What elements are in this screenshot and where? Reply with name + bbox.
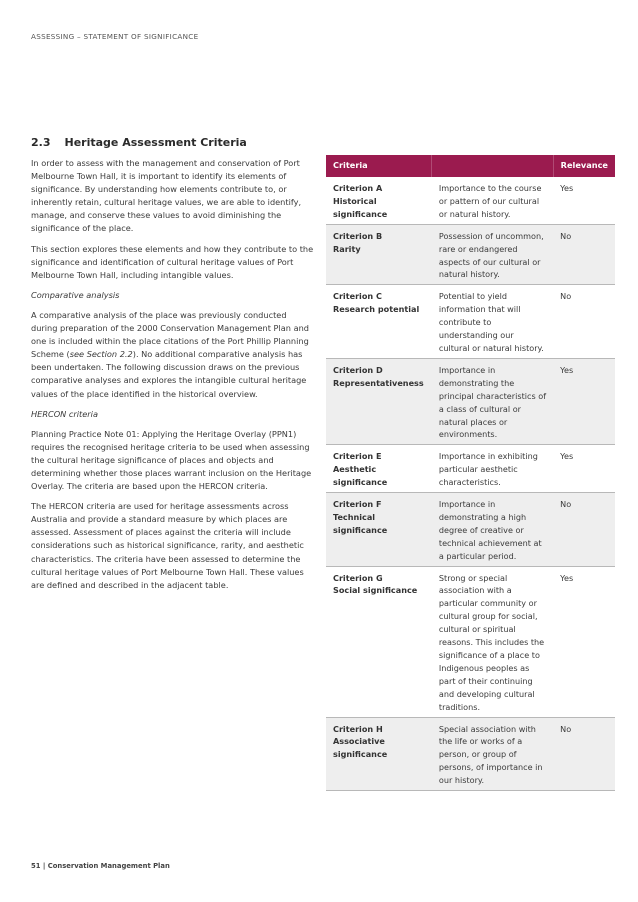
criterion-cell xyxy=(326,358,432,444)
criterion-name: Aesthetic significance xyxy=(333,464,388,488)
document-title: Conservation Management Plan xyxy=(47,862,170,870)
table-row xyxy=(326,177,615,224)
table-row xyxy=(326,566,615,717)
table-row xyxy=(326,224,615,285)
description-cell: Special association with the life or works of a person, or group of persons, of importance in our history. xyxy=(432,717,553,791)
criterion-name: Rarity xyxy=(333,243,361,254)
table-row xyxy=(326,445,615,493)
criterion-label: Criterion E xyxy=(333,451,382,462)
relevance-cell: Yes xyxy=(553,177,615,224)
relevance-cell: Yes xyxy=(553,566,615,717)
column-header-relevance: Relevance xyxy=(553,155,615,177)
criterion-cell xyxy=(326,493,432,567)
running-head: ASSESSING – STATEMENT OF SIGNIFICANCE xyxy=(31,32,199,41)
relevance-cell: Yes xyxy=(553,358,615,444)
text-span: A comparative analysis of the place was previously conducted during preparation of the 2000 Conservation Management Plan and one is included within the place citations of the Port Phillip Planning Scheme ( xyxy=(31,309,309,360)
relevance-cell: No xyxy=(553,224,615,285)
criterion-name: Representativeness xyxy=(333,377,424,388)
criterion-label: Criterion F xyxy=(333,499,382,510)
criterion-name: Social significance xyxy=(333,585,418,596)
table-header-row xyxy=(326,155,615,177)
relevance-cell: No xyxy=(553,493,615,567)
hercon-paragraph: The HERCON criteria are used for heritage assessments across Australia and provide a standard measure by which places are assessed. Assessment of places against the criteria will include considerations such as historical significance, rarity, and aesthetic characteristics. The criteria have been assessed to determine the cultural heritage values of Port Melbourne Town Hall. These values are defined and described in the adjacent table. xyxy=(31,501,304,590)
intro-paragraph: In order to assess with the management and conservation of Port Melbourne Town Hall, it is important to identify its elements of significance. By understanding how elements contribute to, or inherently retain, cultural heritage values, we are able to identify, manage, and conserve these values to avoid diminishing the significance of the place. xyxy=(31,158,302,234)
section-overview-paragraph: This section explores these elements and how they contribute to the significance and identification of cultural heritage values of Port Melbourne Town Hall, including intangible values. xyxy=(31,243,314,280)
criterion-cell xyxy=(326,177,432,224)
footer-separator: | xyxy=(42,862,46,870)
description-cell: Possession of uncommon, rare or endangered aspects of our cultural or natural history. xyxy=(432,224,553,285)
section-reference: see Section 2.2 xyxy=(69,349,133,360)
table-row xyxy=(326,493,615,567)
criterion-label: Criterion D xyxy=(333,364,383,375)
subheading-comparative-analysis: Comparative analysis xyxy=(31,289,120,300)
description-cell: Importance to the course or pattern of our cultural or natural history. xyxy=(432,177,553,224)
criterion-label: Criterion A xyxy=(333,183,383,193)
body-text-column xyxy=(31,157,315,599)
criterion-cell xyxy=(326,445,432,493)
criterion-name: Associative significance xyxy=(333,736,388,760)
subheading-hercon-criteria: HERCON criteria xyxy=(31,408,98,419)
criterion-label: Criterion H xyxy=(333,723,383,734)
text-span: ). No additional comparative analysis has been undertaken. The following discussion draws on the previous comparative analyses and explores the intangible cultural heritage values of the place identified in the historical overview. xyxy=(31,349,307,399)
criterion-label: Criterion G xyxy=(333,572,383,583)
relevance-cell: No xyxy=(553,717,615,791)
section-title: Heritage Assessment Criteria xyxy=(64,136,247,149)
criterion-cell xyxy=(326,566,432,717)
comparative-analysis-paragraph xyxy=(31,309,315,401)
table-row xyxy=(326,717,615,791)
description-cell: Strong or special association with a particular community or cultural group for social, cultural or spiritual reasons. This includes the significance of a place to Indigenous peoples as part of their continuing and developing cultural traditions. xyxy=(432,566,553,717)
criterion-cell xyxy=(326,285,432,359)
description-cell: Importance in exhibiting particular aesthetic characteristics. xyxy=(432,445,553,493)
description-cell: Potential to yield information that will contribute to understanding our cultural or natural history. xyxy=(432,285,553,359)
description-cell: Importance in demonstrating a high degree of creative or technical achievement at a particular period. xyxy=(432,493,553,567)
criterion-cell xyxy=(326,224,432,285)
criterion-cell xyxy=(326,717,432,791)
section-number: 2.3 xyxy=(31,136,51,149)
criterion-name: Historical significance xyxy=(333,195,388,219)
criterion-name: Technical significance xyxy=(333,511,388,535)
table-row xyxy=(326,358,615,444)
table-row xyxy=(326,285,615,359)
column-header-criteria: Criteria xyxy=(326,155,432,177)
section-heading xyxy=(31,136,247,149)
criterion-label: Criterion B xyxy=(333,230,383,241)
criterion-label: Criterion C xyxy=(333,291,382,302)
heritage-criteria-table xyxy=(326,155,615,791)
column-header-description xyxy=(432,155,553,177)
relevance-cell: No xyxy=(553,285,615,359)
page-number: 51 xyxy=(31,862,41,870)
relevance-cell: Yes xyxy=(553,445,615,493)
ppn1-paragraph: Planning Practice Note 01: Applying the Heritage Overlay (PPN1) requires the recognised heritage criteria to be used when assessing the cultural heritage significance of places and objects and determining whether those places warrant inclusion on the Heritage Overlay. The criteria are based upon the HERCON criteria. xyxy=(31,428,312,492)
page-footer xyxy=(31,862,170,870)
description-cell: Importance in demonstrating the principal characteristics of a class of cultural or natural places or environments. xyxy=(432,358,553,444)
criterion-name: Research potential xyxy=(333,304,420,315)
